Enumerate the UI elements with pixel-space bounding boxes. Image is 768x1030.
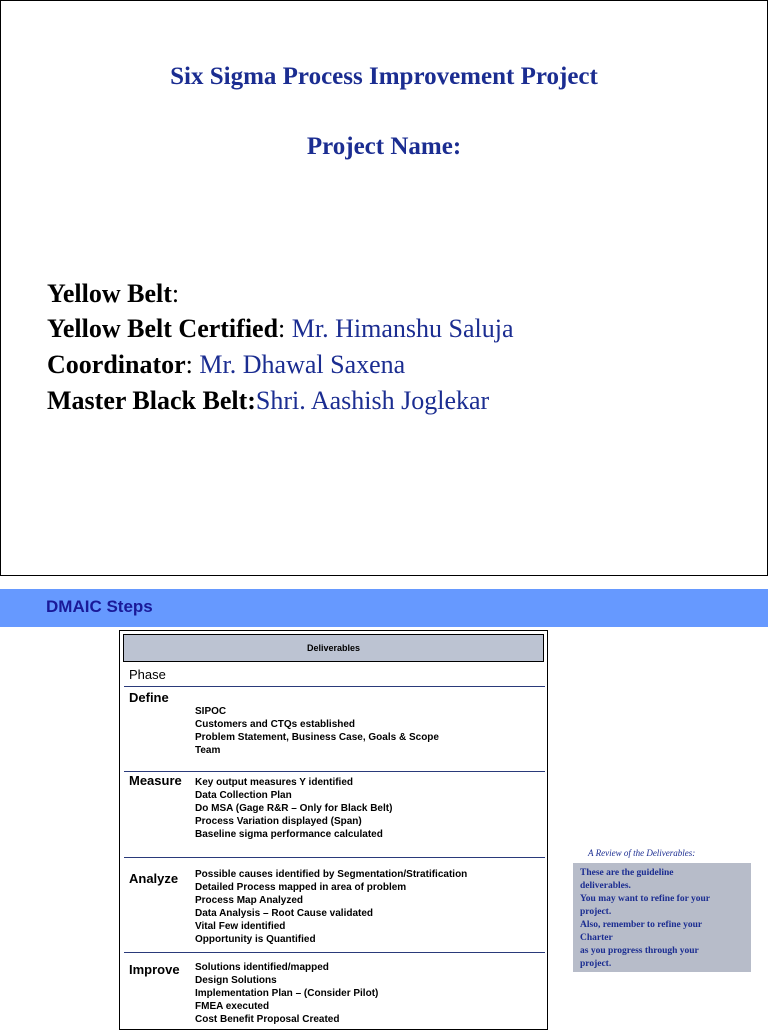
list-item: Team: [195, 745, 221, 756]
review-note-line: These are the guideline: [580, 868, 674, 878]
coordinator-value: Mr. Dhawal Saxena: [199, 350, 406, 379]
review-caption: A Review of the Deliverables:: [588, 848, 696, 858]
master-black-belt-value: Shri. Aashish Joglekar: [255, 386, 490, 415]
review-note-line: project.: [580, 907, 612, 917]
yellow-belt-certified-line: [47, 314, 514, 344]
list-item: SIPOC: [195, 706, 227, 717]
dmaic-header-bar: [0, 589, 768, 627]
dmaic-slide: [0, 576, 768, 1024]
row-divider: [124, 771, 545, 772]
dmaic-title: DMAIC Steps: [46, 597, 153, 616]
deliverables-header: Deliverables: [123, 634, 544, 662]
phase-improve: Improve: [129, 962, 180, 977]
phase-define: Define: [129, 690, 169, 705]
row-divider: [124, 857, 545, 858]
list-item: Do MSA (Gage R&R – Only for Black Belt): [195, 803, 393, 814]
measure-deliverables: [195, 776, 392, 841]
coordinator-label: Coordinator: [47, 350, 186, 379]
master-black-belt-label: Master Black Belt:: [47, 386, 256, 415]
deliverables-table: [119, 630, 548, 1030]
analyze-deliverables: [195, 868, 467, 946]
list-item: Baseline sigma performance calculated: [195, 829, 383, 840]
define-deliverables: [195, 705, 439, 757]
row-divider: [124, 686, 545, 687]
coordinator-line: [47, 350, 405, 380]
yellow-belt-label: Yellow Belt: [47, 279, 172, 308]
list-item: Opportunity is Quantified: [195, 934, 316, 945]
yellow-belt-line: [47, 279, 179, 309]
yellow-belt-certified-separator: :: [278, 314, 292, 343]
master-black-belt-line: [47, 386, 489, 416]
list-item: Data Collection Plan: [195, 790, 292, 801]
yellow-belt-certified-label: Yellow Belt Certified: [47, 314, 279, 343]
list-item: Process Variation displayed (Span): [195, 816, 362, 827]
improve-deliverables: [195, 961, 378, 1026]
project-name-label: Project Name:: [306, 133, 462, 160]
list-item: Solutions identified/mapped: [195, 962, 329, 973]
list-item: FMEA executed: [195, 1001, 270, 1012]
list-item: Key output measures Y identified: [195, 777, 354, 788]
review-note-line: project.: [580, 959, 612, 969]
phase-measure: Measure: [129, 773, 182, 788]
list-item: Data Analysis – Root Cause validated: [195, 908, 374, 919]
review-note-line: You may want to refine for your: [580, 894, 710, 904]
review-note-line: as you progress through your: [580, 946, 699, 956]
row-divider: [124, 952, 545, 953]
review-note-line: Also, remember to refine your: [580, 920, 703, 930]
phase-analyze: Analyze: [129, 871, 179, 886]
review-note-line: Charter: [580, 933, 613, 943]
list-item: Cost Benefit Proposal Created: [195, 1014, 340, 1025]
review-note-line: deliverables.: [580, 881, 631, 891]
list-item: Possible causes identified by Segmentation/Stratification: [195, 869, 468, 880]
list-item: Implementation Plan – (Consider Pilot): [195, 988, 379, 999]
coordinator-separator: :: [185, 350, 200, 379]
list-item: Detailed Process mapped in area of problem: [195, 882, 407, 893]
list-item: Vital Few identified: [195, 921, 286, 932]
yellow-belt-separator: :: [171, 279, 180, 308]
slide-title: Six Sigma Process Improvement Project: [170, 63, 598, 90]
list-item: Process Map Analyzed: [195, 895, 304, 906]
yellow-belt-certified-value: Mr. Himanshu Saluja: [291, 314, 514, 343]
list-item: Customers and CTQs established: [195, 719, 356, 730]
review-note-box: [573, 863, 751, 972]
list-item: Problem Statement, Business Case, Goals & Scope: [195, 732, 439, 743]
list-item: Design Solutions: [195, 975, 277, 986]
phase-header: Phase: [129, 667, 166, 682]
